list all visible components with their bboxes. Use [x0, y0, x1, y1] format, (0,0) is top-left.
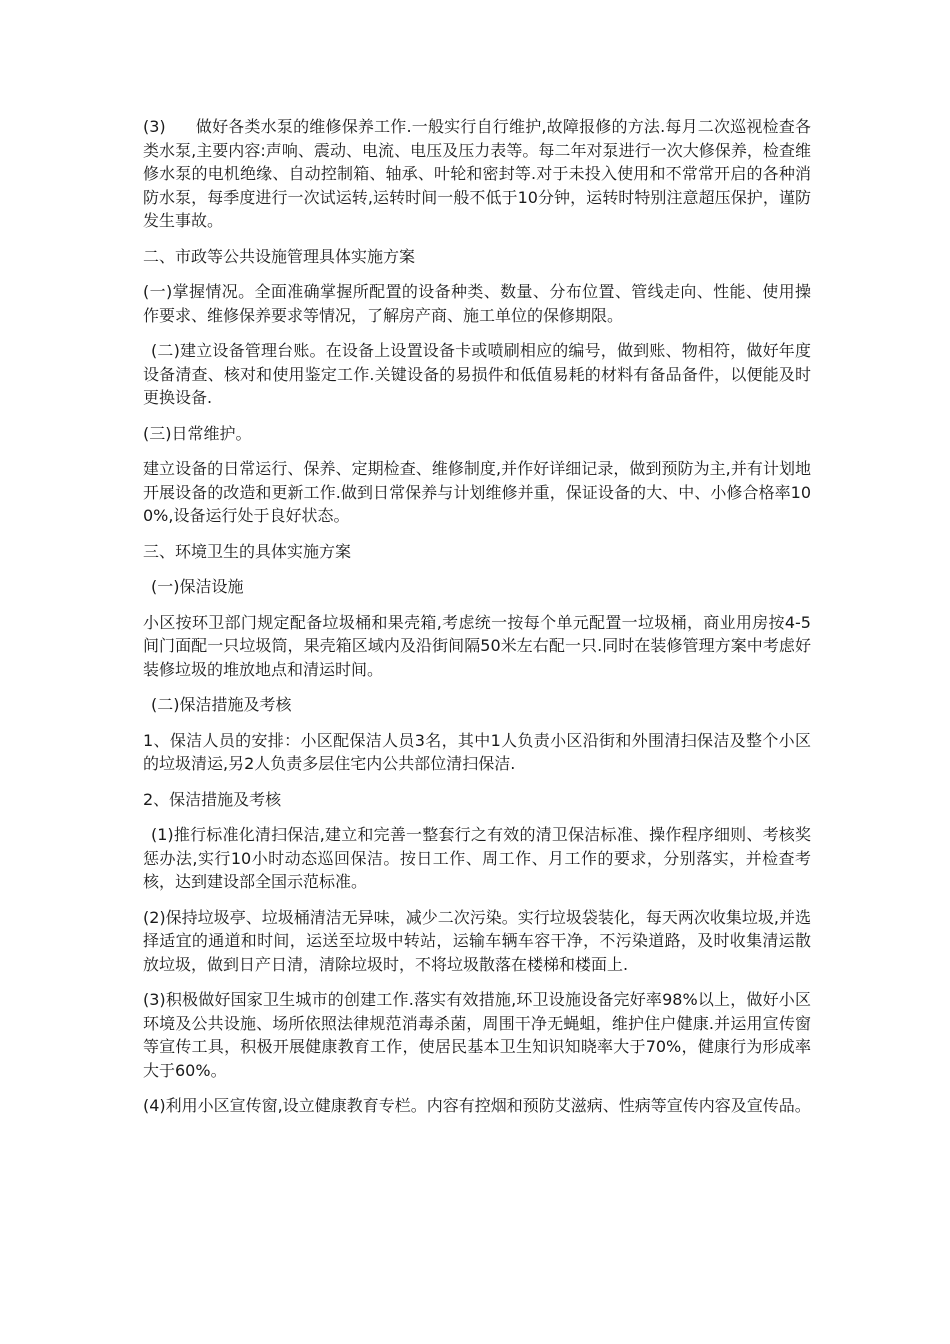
paragraph-grasp-situation: (一)掌握情况。全面准确掌握所配置的设备种类、数量、分布位置、管线走向、性能、使用操作要求、维修保养要求等情况，了解房产商、施工单位的保修期限。: [143, 282, 811, 325]
document-page: [143, 115, 811, 1130]
paragraph-equipment-ledger: (二)建立设备管理台账。在设备上设置设备卡或喷刷相应的编号，做到账、物相符，做好年度设备清查、核对和使用鉴定工作.关键设备的易损件和低值易耗的材料有备品备件，以便能及时更换设备.: [143, 341, 811, 407]
subheading-measures-assessment: 2、保洁措施及考核: [143, 789, 282, 809]
paragraph-trash-bins: 小区按环卫部门规定配备垃圾桶和果壳箱,考虑统一按每个单元配置一垃圾桶，商业用房按4-5间门面配一只垃圾筒，果壳箱区域内及沿街间隔50米左右配一只.同时在装修管理方案中考虑好装修垃圾的堆放地点和清运时间。: [143, 612, 811, 679]
paragraph-health-city: (3)积极做好国家卫生城市的创建工作.落实有效措施,环卫设施设备完好率98%以上，做好小区环境及公共设施、场所依照法律规范消毒杀菌，周围干净无蝇蛆，维护住户健康.并运用宣传窗等宣传工具，积极开展健康教育工作，使居民基本卫生知识知晓率大于70%，健康行为形成率大于60%。: [143, 990, 811, 1080]
paragraph-garbage-collection: (2)保持垃圾亭、垃圾桶清洁无异味，减少二次污染。实行垃圾袋装化，每天两次收集垃圾,并选择适宜的通道和时间，运送至垃圾中转站，运输车辆车容干净，不污染道路，及时收集清运散放垃圾，做到日产日清，清除垃圾时，不将垃圾散落在楼梯和楼面上.: [143, 907, 811, 974]
item-number: (3): [143, 117, 166, 136]
paragraph-text: 做好各类水泵的维修保养工作.一般实行自行维护,故障报修的方法.每月二次巡视检查各类水泵,主要内容:声响、震动、电流、电压及压力表等。每二年对泵进行一次大修保养，检查维修水泵的电机绝缘、自动控制箱、轴承、叶轮和密封等.对于未投入使用和不常常开启的各种消防水泵，每季度进行一次试运转,运转时间一般不低于10分钟，运转时特别注意超压保护，谨防发生事故。: [143, 117, 811, 230]
subheading-daily-maintenance: (三)日常维护。: [143, 423, 252, 443]
paragraph-health-education: (4)利用小区宣传窗,设立健康教育专栏。内容有控烟和预防艾滋病、性病等宣传内容及宣传品。: [143, 1096, 811, 1115]
paragraph-staff-arrangement: 1、保洁人员的安排：小区配保洁人员3名，其中1人负责小区沿街和外围清扫保洁及整个小区的垃圾清运,另2人负责多层住宅内公共部位清扫保洁.: [143, 730, 811, 773]
subheading-cleaning-measures: (二)保洁措施及考核: [151, 695, 292, 714]
section-heading-sanitation: 三、环境卫生的具体实施方案: [143, 541, 352, 561]
subheading-cleaning-facilities: (一)保洁设施: [151, 577, 244, 596]
paragraph-standardized-cleaning: (1)推行标准化清扫保洁,建立和完善一整套行之有效的清卫保洁标准、操作程序细则、考核奖惩办法,实行10小时动态巡回保洁。按日工作、周工作、月工作的要求，分别落实，并检查考核，达到建设部全国示范标准。: [143, 825, 811, 891]
section-heading-public-facilities: 二、市政等公共设施管理具体实施方案: [143, 246, 416, 266]
paragraph-daily-operation: 建立设备的日常运行、保养、定期检查、维修制度,并作好详细记录，做到预防为主,并有计划地开展设备的改造和更新工作.做到日常保养与计划维修并重，保证设备的大、中、小修合格率100%,设备运行处于良好状态。: [143, 459, 811, 525]
paragraph-pump-maintenance: [143, 115, 811, 233]
